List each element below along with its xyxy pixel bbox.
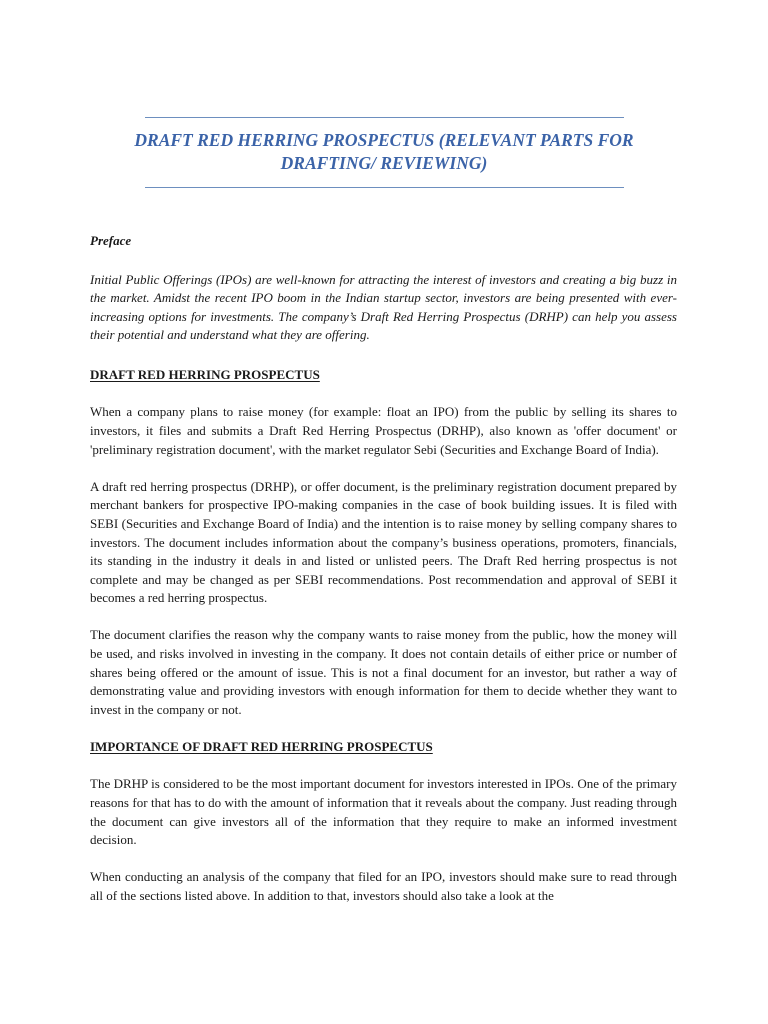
title-bottom-rule [145,187,624,188]
paragraph: A draft red herring prospectus (DRHP), or offer document, is the preliminary registration document prepared by merchant bankers for prospective IPO-making companies in the case of book building issues. It is filed with SEBI (Securities and Exchange Board of India) and the intention is to raise money by selling company shares to investors. The document includes information about the company’s business operations, promoters, financials, its standing in the industry it deals in and listed or unlisted peers. The Draft Red herring prospectus is not complete and may be changed as per SEBI recommendations. Post recommendation and approval of SEBI it becomes a red herring prospectus. [90,478,677,606]
title-top-rule [145,117,624,118]
preface-heading: Preface [90,233,132,248]
section-heading-drhp: DRAFT RED HERRING PROSPECTUS [90,366,320,382]
document-body [90,232,677,924]
paragraph: When a company plans to raise money (for example: float an IPO) from the public by selling its shares to investors, it files and submits a Draft Red Herring Prospectus (DRHP), also known as 'offer document' or 'preliminary registration document', with the market regulator Sebi (Securities and Exchange Board of India). [90,404,677,457]
preface-paragraph: Initial Public Offerings (IPOs) are well-known for attracting the interest of investors and creating a big buzz in the market. Amidst the recent IPO boom in the Indian startup sector, investors are being presented with ever-increasing options for investments. The company’s Draft Red Herring Prospectus (DRHP) can help you assess their potential and understand what they are offering. [90,271,677,343]
document-title: DRAFT RED HERRING PROSPECTUS (RELEVANT PARTS FOR DRAFTING/ REVIEWING) [134,130,634,173]
paragraph: When conducting an analysis of the company that filed for an IPO, investors should make sure to read through all of the sections listed above. In addition to that, investors should also take a look at the [90,869,677,903]
paragraph: The document clarifies the reason why the company wants to raise money from the public, how the money will be used, and risks involved in investing in the company. It does not contain details of either price or number of shares being offered or the amount of issue. This is not a final document for an investor, but rather a way of demonstrating value and providing investors with enough information for them to decide whether they want to invest in the company or not. [90,627,677,717]
section-heading-importance: IMPORTANCE OF DRAFT RED HERRING PROSPECTUS [90,738,433,754]
paragraph: The DRHP is considered to be the most important document for investors interested in IPOs. One of the primary reasons for that has to do with the amount of information that it reveals about the company. Just reading through the document can give investors all of the information that they require to make an informed investment decision. [90,776,677,848]
